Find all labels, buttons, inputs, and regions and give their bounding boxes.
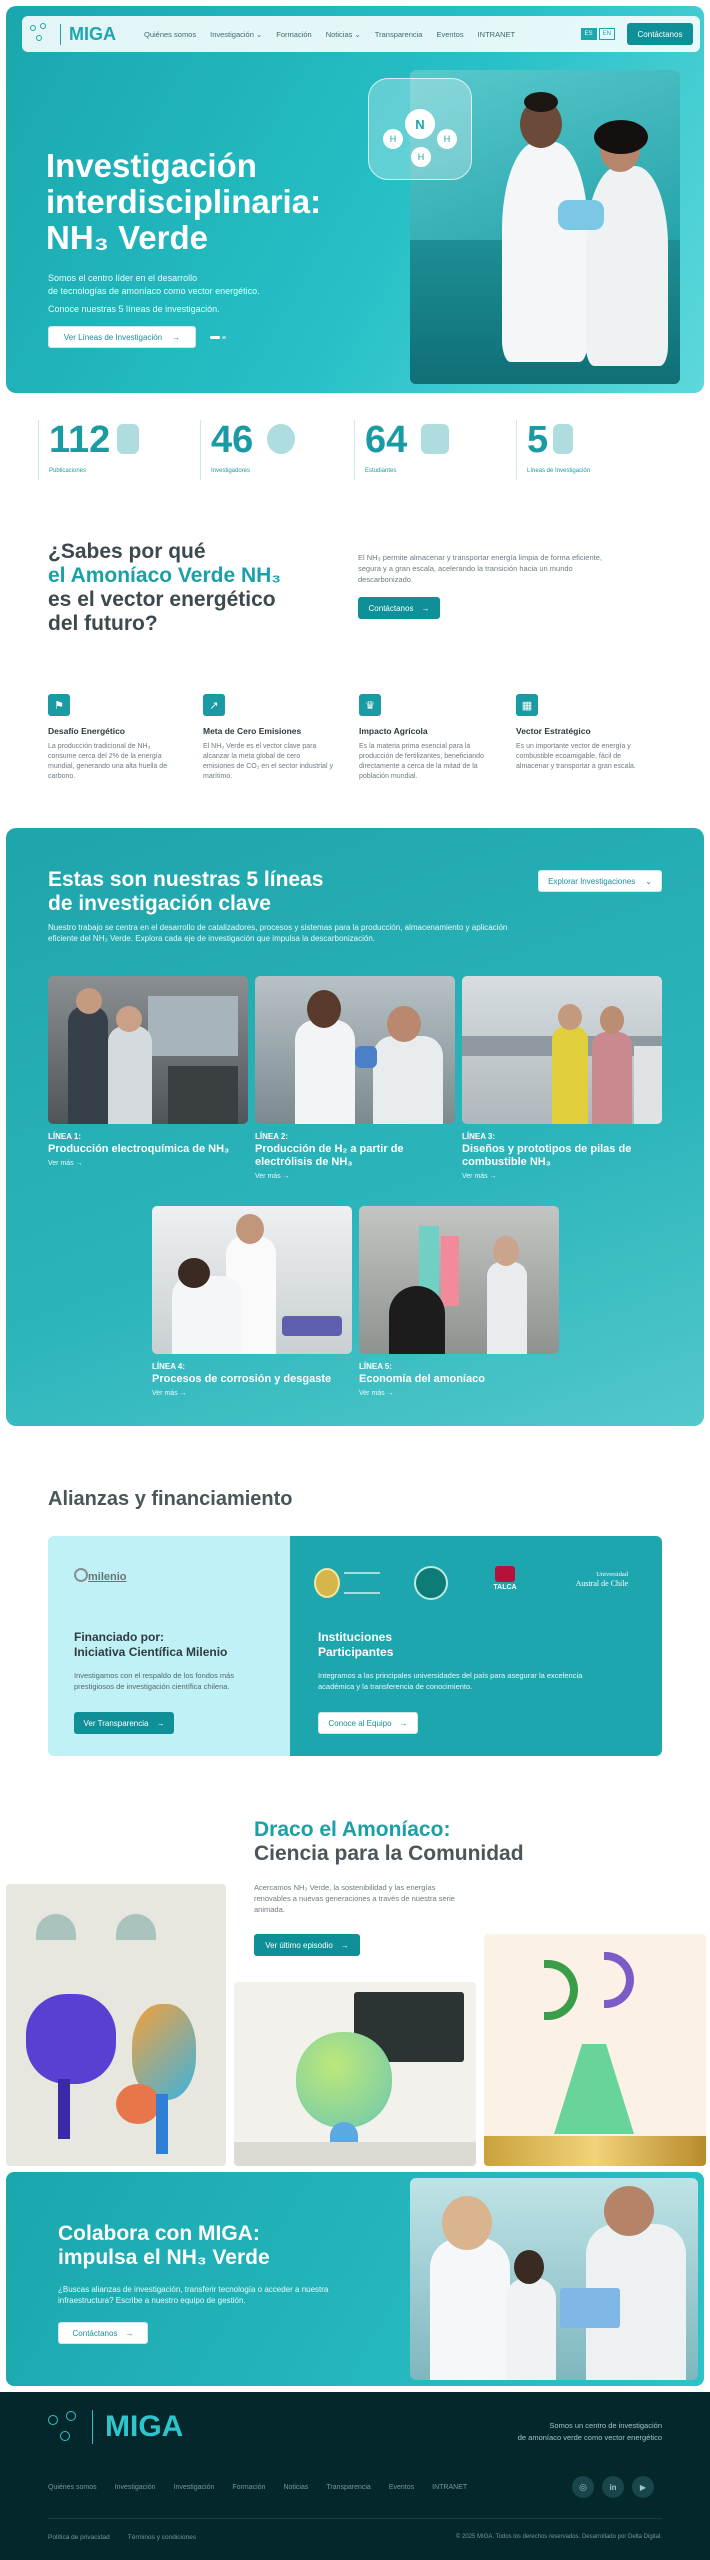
feature-text: Es la materia prima esencial para la producción de fertilizantes, beneficiando directamente a cerca de la mitad de la población mundial. xyxy=(359,743,484,780)
alliances-heading: Alianzas y financiamiento xyxy=(48,1488,293,1510)
document-icon xyxy=(117,424,139,454)
instagram-icon[interactable]: ◎ xyxy=(572,2476,594,2498)
research-line-card-5[interactable] xyxy=(359,1206,559,1397)
title-line: Financiado por: xyxy=(74,1630,164,1644)
line-2-photo xyxy=(255,976,455,1124)
chevron-down-icon: ⌄ xyxy=(645,876,652,886)
university-logo-1-text xyxy=(344,1572,380,1594)
language-switcher xyxy=(581,28,615,40)
meet-team-button[interactable] xyxy=(318,1712,418,1734)
contact-button[interactable]: Contáctanos xyxy=(627,23,693,45)
stat-students xyxy=(354,420,504,480)
university-logo-1 xyxy=(314,1568,340,1598)
draco-flask-illustration xyxy=(484,1934,706,2166)
nav-link-formacion[interactable]: Formación xyxy=(276,29,312,39)
why-ammonia-heading xyxy=(48,540,281,636)
heading-line: Estas son nuestras 5 líneas xyxy=(48,868,324,891)
nitrogen-atom: N xyxy=(405,109,435,139)
nav-links xyxy=(144,30,515,39)
hero-title-line: interdisciplinaria: xyxy=(46,183,322,220)
feature-text: El NH₃ Verde es el vector clave para alcanzar la meta global de cero emisiones de CO₂ en el sector industrial y marítimo. xyxy=(203,743,333,780)
button-label: Contáctanos xyxy=(368,603,414,613)
stat-number: 64 xyxy=(365,419,408,461)
see-more-link[interactable] xyxy=(48,1160,248,1167)
footer-link[interactable]: Investigación xyxy=(114,2484,156,2491)
footer-link[interactable]: Formación xyxy=(232,2484,266,2491)
title-line: Instituciones xyxy=(318,1630,393,1644)
see-more-link[interactable] xyxy=(152,1390,352,1397)
nav-link-label: Investigación xyxy=(210,29,254,39)
university-logo-2 xyxy=(414,1566,448,1600)
line-3-photo xyxy=(462,976,662,1124)
feature-zero-emissions xyxy=(203,694,333,782)
nav-link-noticias[interactable] xyxy=(326,30,361,39)
line-1-photo xyxy=(48,976,248,1124)
button-label: Ver Líneas de Investigación xyxy=(63,332,163,342)
footer-link[interactable]: INTRANET xyxy=(432,2484,468,2491)
arrow-right-icon: → xyxy=(340,1940,349,1950)
research-line-card-4[interactable] xyxy=(152,1206,352,1397)
card-title: Procesos de corrosión y desgaste xyxy=(152,1373,332,1385)
link-label: Ver más xyxy=(152,1390,178,1397)
slider-indicator[interactable] xyxy=(222,336,226,339)
austral-logo-line: Universidad xyxy=(596,1571,628,1578)
tagline-line: de amoníaco verde como vector energético xyxy=(517,2433,662,2442)
funding-card xyxy=(48,1536,290,1756)
heading-line: ¿Sabes por qué xyxy=(48,540,206,563)
feature-strategic-vector xyxy=(516,694,646,772)
miga-logo-icon[interactable] xyxy=(30,23,52,45)
card-title: Producción de H₂ a partir de electrólisis de NH₃ xyxy=(255,1143,404,1168)
stat-research-lines xyxy=(516,420,666,480)
talca-logo xyxy=(490,1566,520,1598)
feature-text: La producción tradicional de NH₃ consume cerca del 2% de la energía mundial, generando una alta huella de carbono. xyxy=(48,743,168,780)
research-line-card-1[interactable] xyxy=(48,976,248,1167)
flask-icon xyxy=(553,424,573,454)
stat-label: Publicaciones xyxy=(49,468,87,474)
see-more-link[interactable] xyxy=(359,1390,559,1397)
hydrogen-atom: H xyxy=(383,129,403,149)
heading-line: Ciencia para la Comunidad xyxy=(254,1842,524,1865)
feature-title: Desafío Energético xyxy=(48,726,125,736)
hero-subtitle xyxy=(48,272,298,316)
see-more-link[interactable] xyxy=(462,1173,662,1180)
link-label: Ver más xyxy=(462,1173,488,1180)
footer-tagline xyxy=(440,2420,662,2444)
arrow-right-icon: → xyxy=(75,1160,83,1167)
footer-link[interactable]: Eventos xyxy=(388,2484,415,2491)
austral-logo-line: Austral de Chile xyxy=(575,1579,628,1588)
hydrogen-atom: H xyxy=(411,147,431,167)
heading-line: del futuro? xyxy=(48,612,158,635)
feature-energy-challenge xyxy=(48,694,178,782)
milenio-logo xyxy=(74,1568,134,1590)
lang-es[interactable]: ES xyxy=(581,28,597,40)
stat-label: Estudiantes xyxy=(365,468,397,474)
hero-section xyxy=(6,6,704,393)
card-line-number: LÍNEA 1: xyxy=(48,1132,82,1141)
grid-icon: ▦ xyxy=(516,694,538,716)
arrow-right-icon: → xyxy=(386,1390,394,1397)
heading-line: impulsa el NH₃ Verde xyxy=(58,2246,270,2269)
title-line: Participantes xyxy=(318,1645,394,1659)
draco-heading xyxy=(254,1818,524,1866)
arrow-right-icon: → xyxy=(156,1718,165,1728)
milenio-logo-text: milenio xyxy=(88,1571,127,1583)
arrow-right-icon: → xyxy=(172,332,181,342)
institutions-title xyxy=(318,1630,393,1660)
hero-subtitle-line: Somos el centro líder en el desarrollo xyxy=(48,273,198,283)
footer-link[interactable]: Noticias xyxy=(283,2484,309,2491)
latest-episode-button[interactable] xyxy=(254,1934,360,1956)
top-navbar xyxy=(22,16,700,52)
line-4-photo xyxy=(152,1206,352,1354)
flag-icon: ⚑ xyxy=(48,694,70,716)
footer-link[interactable]: Quiénes somos xyxy=(48,2484,97,2491)
research-lines-button[interactable] xyxy=(48,326,196,348)
feature-text: Es un importante vector de energía y combustible ecoamigable, fácil de almacenar y transportar a gran escala. xyxy=(516,743,636,770)
button-label: Ver Transparencia xyxy=(83,1718,149,1728)
feature-agricultural-impact xyxy=(359,694,489,782)
footer-brand: MIGA xyxy=(92,2410,183,2444)
stat-label: Líneas de Investigación xyxy=(527,468,591,474)
arrow-right-icon: → xyxy=(421,603,430,613)
contact-button[interactable] xyxy=(58,2322,148,2344)
lang-en[interactable]: EN xyxy=(599,28,615,40)
heading-line: Colabora con MIGA: xyxy=(58,2222,260,2245)
heading-line: es el vector energético xyxy=(48,588,276,611)
footer xyxy=(0,2392,710,2560)
nav-link-investigacion[interactable] xyxy=(210,30,262,39)
research-lines-section xyxy=(6,828,704,1426)
copyright: © 2025 MIGA. Todos los derechos reservados. Desarrollado por Delta Digital. xyxy=(455,2534,662,2540)
line-5-photo xyxy=(359,1206,559,1354)
youtube-icon[interactable]: ▶ xyxy=(632,2476,654,2498)
social-icons xyxy=(572,2476,654,2498)
hero-title-line: NH₃ Verde xyxy=(46,219,208,256)
funding-text: Investigamos con el respaldo de los fondos más prestigiosos de investigación científica chilena. xyxy=(74,1671,235,1691)
arrow-right-icon: → xyxy=(282,1173,290,1180)
stat-label: Investigadores xyxy=(211,468,251,474)
nav-link-eventos[interactable]: Eventos xyxy=(436,29,464,39)
button-label: Conoce al Equipo xyxy=(328,1718,392,1728)
nav-link-quienes[interactable]: Quiénes somos xyxy=(144,29,197,39)
arrow-right-icon: → xyxy=(399,1718,408,1728)
card-line-number: LÍNEA 2: xyxy=(255,1132,289,1141)
research-line-card-3[interactable] xyxy=(462,976,662,1180)
link-label: Ver más xyxy=(359,1390,385,1397)
hero-subtitle-line: de tecnologías de amoníaco como vector energético. xyxy=(48,286,260,296)
link-label: Ver más xyxy=(48,1160,74,1167)
hydrogen-atom: H xyxy=(437,129,457,149)
feature-title: Meta de Cero Emisiones xyxy=(203,726,302,736)
footer-nav xyxy=(48,2484,467,2491)
title-line: Iniciativa Científica Milenio xyxy=(74,1645,228,1659)
transparency-button[interactable] xyxy=(74,1712,174,1734)
card-line-number: LÍNEA 4: xyxy=(152,1362,186,1371)
nav-link-transparencia[interactable]: Transparencia xyxy=(374,29,423,39)
arrow-right-icon: → xyxy=(179,1390,187,1397)
footer-logo[interactable] xyxy=(48,2410,183,2444)
explore-research-button[interactable] xyxy=(538,870,662,892)
heading-line: el Amoníaco Verde NH₃ xyxy=(48,564,281,587)
draco-text: Acercamos NH₃ Verde, la sostenibilidad y las energías renovables a nuevas generaciones a través de nuestra serie animada. xyxy=(254,1883,455,1914)
button-label: Explorar Investigaciones xyxy=(548,876,636,886)
privacy-link[interactable]: Política de privacidad xyxy=(48,2534,110,2541)
link-label: Ver más xyxy=(255,1173,281,1180)
stat-number: 112 xyxy=(49,419,111,461)
card-line-number: LÍNEA 3: xyxy=(462,1132,496,1141)
feature-title: Impacto Agrícola xyxy=(359,726,428,736)
stat-number: 5 xyxy=(527,419,549,461)
crown-icon: ♛ xyxy=(359,694,381,716)
tagline-line: Somos un centro de investigación xyxy=(549,2421,662,2430)
card-title: Diseños y prototipos de pilas de combustible NH₃ xyxy=(462,1143,632,1168)
nav-link-label: Noticias xyxy=(325,29,353,39)
ammonia-molecule-badge xyxy=(368,78,472,180)
card-title: Producción electroquímica de NH₃ xyxy=(48,1143,230,1155)
button-label: Contáctanos xyxy=(72,2328,118,2338)
linkedin-icon[interactable]: in xyxy=(602,2476,624,2498)
chevron-down-icon: ⌄ xyxy=(354,29,361,39)
arrow-right-icon: → xyxy=(489,1173,497,1180)
lines-heading xyxy=(48,868,323,916)
research-line-card-2[interactable] xyxy=(255,976,455,1180)
institutions-card xyxy=(290,1536,662,1756)
chart-icon: ↗ xyxy=(203,694,225,716)
institutions-text: Integramos a las principales universidades del país para asegurar la excelencia académica y la transferencia de conocimiento. xyxy=(318,1671,583,1691)
see-more-link[interactable] xyxy=(255,1173,455,1180)
button-label: Ver último episodio xyxy=(265,1940,333,1950)
hero-subtitle-line: Conoce nuestras 5 líneas de investigación. xyxy=(48,304,220,314)
lines-description: Nuestro trabajo se centra en el desarrollo de catalizadores, procesos y sistemas para la producción, almacenamiento y aplicación eficiente del NH₃ Verde. Explora cada eje de investigación que impulsa la descarbonización. xyxy=(48,923,508,943)
brand-logo[interactable]: MIGA xyxy=(60,24,116,45)
slider-indicator[interactable] xyxy=(210,336,220,339)
hero-title xyxy=(46,148,366,256)
stat-number: 46 xyxy=(211,419,254,461)
stat-researchers xyxy=(200,420,350,480)
miga-logo-icon xyxy=(48,2411,82,2443)
hero-title-line: Investigación xyxy=(46,147,257,184)
draco-character-illustration xyxy=(6,1884,226,2166)
arrow-right-icon: → xyxy=(125,2328,134,2338)
footer-legal xyxy=(48,2534,196,2541)
collab-lab-photo xyxy=(410,2178,698,2380)
chevron-down-icon: ⌄ xyxy=(255,29,263,39)
card-line-number: LÍNEA 5: xyxy=(359,1362,393,1371)
heading-line: Draco el Amoníaco: xyxy=(254,1818,451,1841)
collab-heading xyxy=(58,2222,270,2270)
graduation-cap-icon xyxy=(421,424,449,454)
contact-button[interactable] xyxy=(358,597,440,619)
heading-line: de investigación clave xyxy=(48,892,271,915)
austral-logo xyxy=(558,1570,628,1588)
nav-link-intranet[interactable]: INTRANET xyxy=(477,29,516,39)
feature-title: Vector Estratégico xyxy=(516,726,591,736)
card-title: Economía del amoníaco xyxy=(359,1373,485,1385)
stat-publications xyxy=(38,420,188,480)
footer-divider xyxy=(48,2518,662,2519)
why-ammonia-text: El NH₃ permite almacenar y transportar energía limpia de forma eficiente, segura y a gran escala, acelerando la transición hacia un mundo descarbonizado. xyxy=(358,553,602,584)
terms-link[interactable]: Términos y condiciones xyxy=(127,2534,197,2541)
funding-title xyxy=(74,1630,227,1660)
collab-section xyxy=(6,2172,704,2386)
footer-link[interactable]: Investigación xyxy=(173,2484,215,2491)
footer-link[interactable]: Transparencia xyxy=(326,2484,371,2491)
draco-classroom-illustration xyxy=(234,1982,476,2166)
talca-logo-text: TALCA xyxy=(493,1584,517,1591)
collab-text: ¿Buscas alianzas de investigación, transferir tecnología o acceder a nuestra infraestructura? Escribe a nuestro equipo de gestión. xyxy=(58,2285,329,2305)
molecule-icon xyxy=(267,424,295,454)
